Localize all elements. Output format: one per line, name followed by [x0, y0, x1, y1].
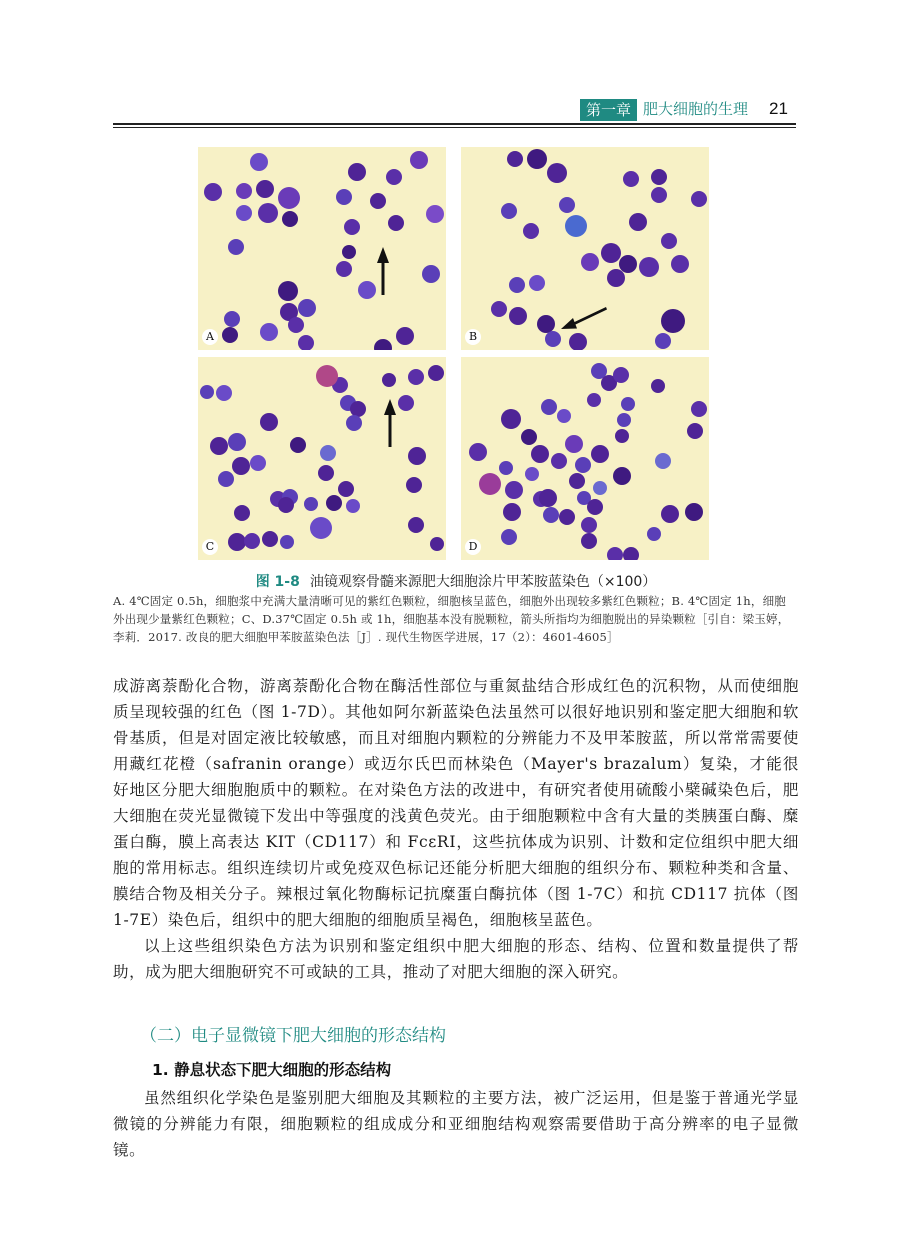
chapter-label: 第一章	[580, 99, 637, 121]
body-text-block-2	[113, 1085, 799, 1163]
header-rule-thin	[113, 127, 796, 128]
arrow-up-icon	[377, 247, 389, 295]
chapter-title: 肥大细胞的生理	[643, 100, 749, 118]
header-rule	[113, 123, 796, 125]
page-header	[113, 96, 796, 128]
micrograph-panel-d	[461, 357, 709, 560]
panel-label-a: A	[202, 329, 218, 345]
page-number: 21	[769, 99, 788, 118]
micrograph-panel-c	[198, 357, 446, 560]
panel-label-c: C	[202, 539, 218, 555]
arrow-down-left-icon	[561, 305, 607, 331]
panel-label-b: B	[465, 329, 481, 345]
arrow-up-icon	[384, 399, 396, 447]
figure-title: 油镜观察骨髓来源肥大细胞涂片甲苯胺蓝染色（×100）	[309, 574, 657, 590]
body-paragraph-2: 以上这些组织染色方法为识别和鉴定组织中肥大细胞的形态、结构、位置和数量提供了帮助，成为肥大细胞研究不可或缺的工具，推动了对肥大细胞的深入研究。	[113, 937, 799, 981]
section-heading: （二）电子显微镜下肥大细胞的形态结构	[140, 1026, 446, 1046]
body-text-block-1	[113, 673, 799, 985]
micrograph-panel-b	[461, 147, 709, 350]
figure-number: 图 1-8	[255, 574, 300, 590]
sub-heading: 1. 静息状态下肥大细胞的形态结构	[152, 1061, 392, 1079]
figure-caption-body: A. 4℃固定 0.5h，细胞浆中充满大量清晰可见的紫红色颗粒，细胞核呈蓝色，细胞外出现较多紫红色颗粒；B. 4℃固定 1h，细胞外出现少量紫红色颗粒；C、D.37℃固定 0.5h 或 1h，细胞基本没有脱颗粒，箭头所指均为细胞脱出的异染颗粒［引自：梁玉婷，李莉．2017. 改良的肥大细胞甲苯胺蓝染色法［J］. 现代生物医学进展，17（2）：4601-4605］	[113, 594, 790, 644]
body-paragraph-3: 虽然组织化学染色是鉴别肥大细胞及其颗粒的主要方法，被广泛运用，但是鉴于普通光学显微镜的分辨能力有限，细胞颗粒的组成成分和亚细胞结构观察需要借助于高分辨率的电子显微镜。	[113, 1089, 799, 1159]
micrograph-panel-a	[198, 147, 446, 350]
micrograph-figure	[198, 147, 714, 559]
figure-caption-title	[0, 571, 912, 591]
panel-label-d: D	[465, 539, 481, 555]
body-paragraph-1: 成游离萘酚化合物，游离萘酚化合物在酶活性部位与重氮盐结合形成红色的沉积物，从而使细胞质呈现较强的红色（图 1-7D）。其他如阿尔新蓝染色法虽然可以很好地识别和鉴定肥大细胞和软骨基质，但是对固定液比较敏感，而且对细胞内颗粒的分辨能力不及甲苯胺蓝，所以常常需要使用藏红花橙（safranin orange）或迈尔氏巴而林染色（Mayer's brazalum）复染，才能很好地区分肥大细胞胞质中的颗粒。在对染色方法的改进中，有研究者使用硫酸小檗碱染色后，肥大细胞在荧光显微镜下发出中等强度的浅黄色荧光。由于细胞颗粒中含有大量的类胰蛋白酶、糜蛋白酶，膜上高表达 KIT（CD117）和 FcεRⅠ，这些抗体成为识别、计数和定位组织中肥大细胞的常用标志。组织连续切片或免疫双色标记还能分析肥大细胞的组织分布、颗粒种类和含量、膜结合物及相关分子。辣根过氧化物酶标记抗糜蛋白酶抗体（图 1-7C）和抗 CD117 抗体（图 1-7E）染色后，组织中的肥大细胞的细胞质呈褐色，细胞核呈蓝色。	[113, 677, 799, 929]
